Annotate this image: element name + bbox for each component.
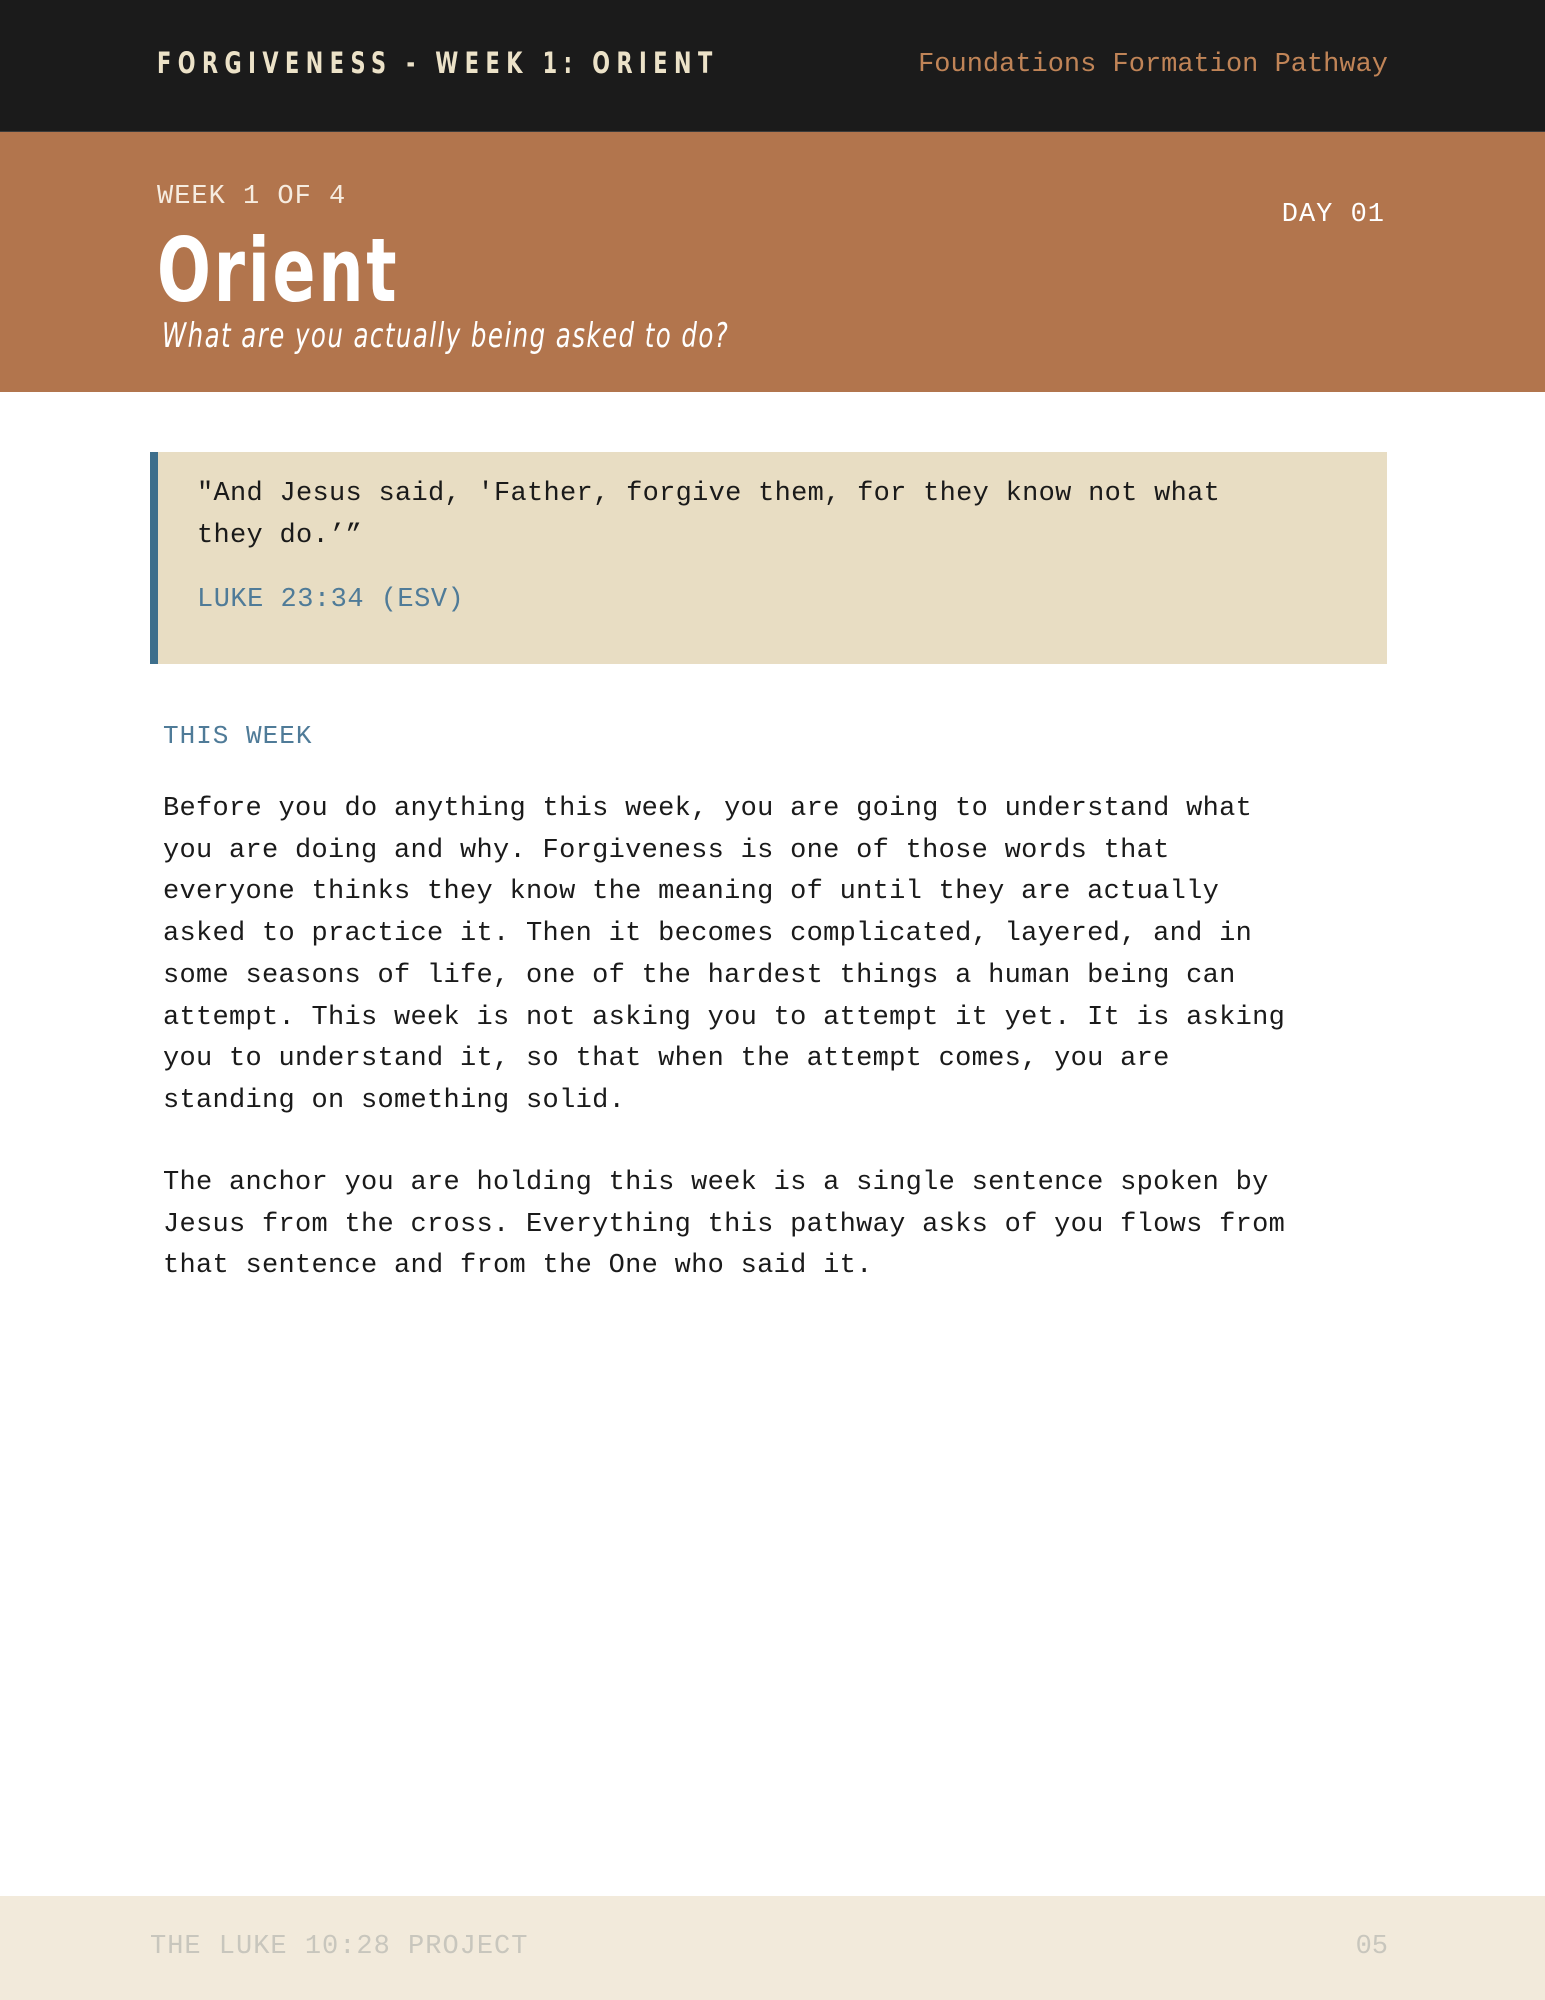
series-name: Foundations Formation Pathway — [918, 50, 1388, 80]
scripture-verse: "And Jesus said, 'Father, forgive them, for they know not what they do.’” — [197, 479, 1221, 551]
page-footer — [0, 1896, 1545, 2000]
day-label: DAY 01 — [1281, 200, 1385, 230]
page-header — [0, 0, 1545, 132]
week-title: Orient — [157, 219, 400, 322]
week-subtitle: What are you actually being asked to do? — [162, 316, 730, 356]
body-paragraph-2: The anchor you are holding this week is a single sentence spoken by Jesus from the cross. Everything this pathway asks of you flows from that sentence and from the One who said it. — [163, 1168, 1286, 1282]
week-label: WEEK 1 OF 4 — [157, 182, 347, 212]
footer-project-name: THE LUKE 10:28 PROJECT — [150, 1932, 529, 1962]
document-title: FORGIVENESS - WEEK 1: ORIENT — [157, 46, 719, 80]
section-heading: THIS WEEK — [163, 721, 313, 751]
page-number: 05 — [1355, 1932, 1388, 1962]
body-paragraph-1: Before you do anything this week, you are going to understand what you are doing and why. Forgiveness is one of those words that everyone thinks they know the meaning of until they are actually asked to practice it. Then it becomes complicated, layered, and in some seasons of life, one of the hardest things a human being can attempt. This week is not asking you to attempt it yet. It is asking you to understand it, so that when the attempt comes, you are standing on something solid. — [163, 794, 1286, 1116]
scripture-quote-block — [150, 452, 1387, 664]
scripture-reference: LUKE 23:34 (ESV) — [197, 585, 465, 615]
week-banner — [0, 132, 1545, 392]
